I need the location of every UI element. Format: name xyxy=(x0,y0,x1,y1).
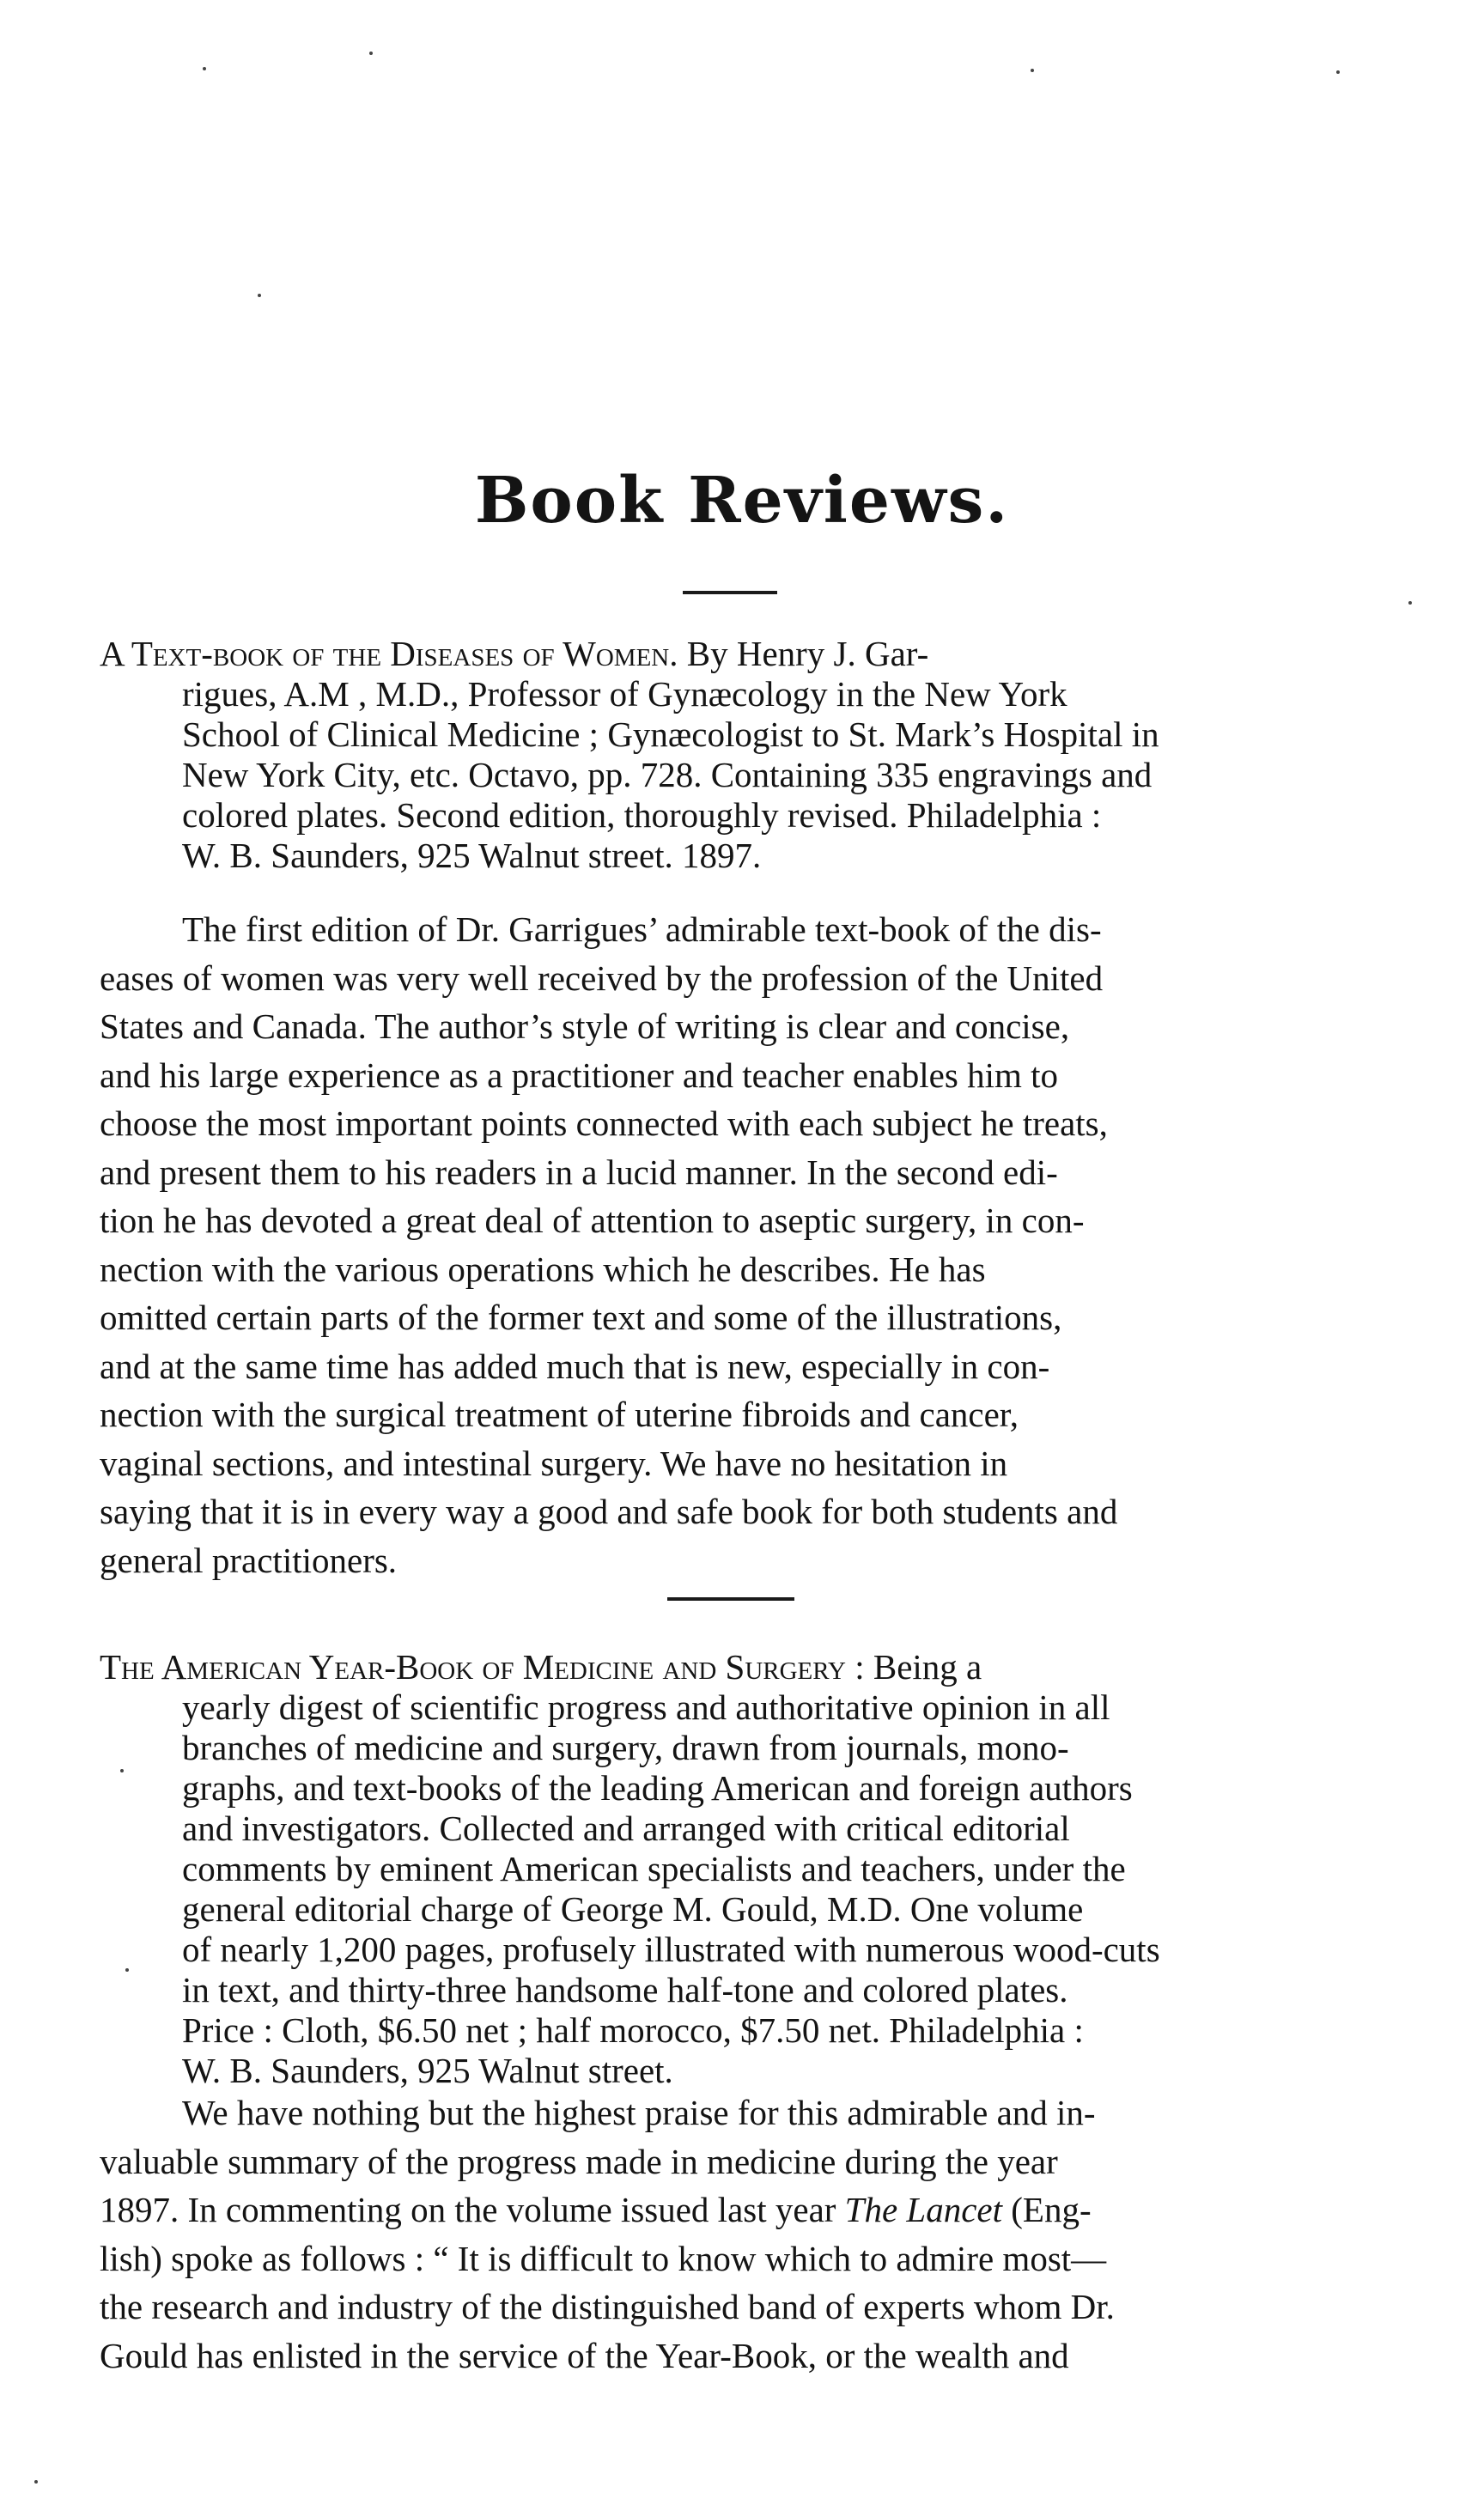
review-1-details: By Henry J. Gar- rigues, A.M , M.D., Professor of Gynæcology in the New York School of Clinical Medicine ; Gynæcologist to St. Mark’s Hospital in New York City, etc. Octavo, pp. 728. Containing 335 engravings and colored plates. Second edition, thoroughly revised. Philadelphia : W. B. Saunders, 925 Walnut street. 1897. xyxy=(182,634,1159,875)
review-1-text: The first edition of Dr. Garrigues’ admirable text-book of the dis- eases of women was very well received by the profession of the United States and Canada. The author’s style of writing is clear and concise, and his large experience as a practitioner and teacher enables him to choose the most important points connected with each subject he treats, and present them to his readers in a lucid manner. In the second edi- tion he has devoted a great deal of attention to aseptic surgery, in con- nection with the various operations which he describes. He has omitted certain parts of the former text and some of the illustrations, and at the same time has added much that is new, especially in con- nection with the surgical treatment of uterine fibroids and cancer, vaginal sections, and intestinal surgery. We have no hesitation in saying that it is in every way a good and safe book for both students and general practitioners. xyxy=(100,909,1118,1580)
page-heading: Book Reviews. xyxy=(474,464,1010,538)
review-1-title: A Text-book of the Diseases of Women. xyxy=(100,634,678,673)
review-1-citation xyxy=(100,634,1440,876)
print-speck xyxy=(369,52,373,55)
review-2-text-end: (Eng- lish) spoke as follows : “ It is difficult to know which to admire most— the research and industry of the distinguished band of experts whom Dr. Gould has enlisted in the service of the Year-Book, or the wealth and xyxy=(100,2190,1115,2375)
review-2-title: The American Year-Book of Medicine and Surgery : xyxy=(100,1647,865,1687)
print-speck xyxy=(1336,70,1340,74)
review-2-text xyxy=(100,2088,1358,2380)
review-2-text-start: We have nothing but the highest praise for this admirable and in- valuable summary of the progress made in medicine during the year 1897. In commenting on the volume issued last year xyxy=(100,2093,1096,2229)
print-speck xyxy=(258,294,261,297)
print-speck xyxy=(1031,69,1034,72)
section-divider xyxy=(683,591,777,594)
review-2-citation xyxy=(100,1647,1440,2091)
print-speck xyxy=(1408,601,1412,605)
print-speck xyxy=(34,2480,38,2484)
review-2-details: Being a yearly digest of scientific progress and authoritative opinion in all branches of medicine and surgery, drawn from journals, mono- graphs, and text-books of the leading American and foreign authors and investigators. Collected and arranged with critical editorial comments by eminent American specialists and teachers, under the general editorial charge of George M. Gould, M.D. One volume of nearly 1,200 pages, profusely illustrated with numerous wood-cuts in text, and thirty-three handsome half-tone and colored plates. Price : Cloth, $6.50 net ; half morocco, $7.50 net. Philadelphia : W. B. Saunders, 925 Walnut street. xyxy=(182,1647,1160,2090)
section-divider xyxy=(667,1597,794,1601)
print-speck xyxy=(203,67,206,70)
journal-title: The Lancet xyxy=(844,2190,1003,2229)
